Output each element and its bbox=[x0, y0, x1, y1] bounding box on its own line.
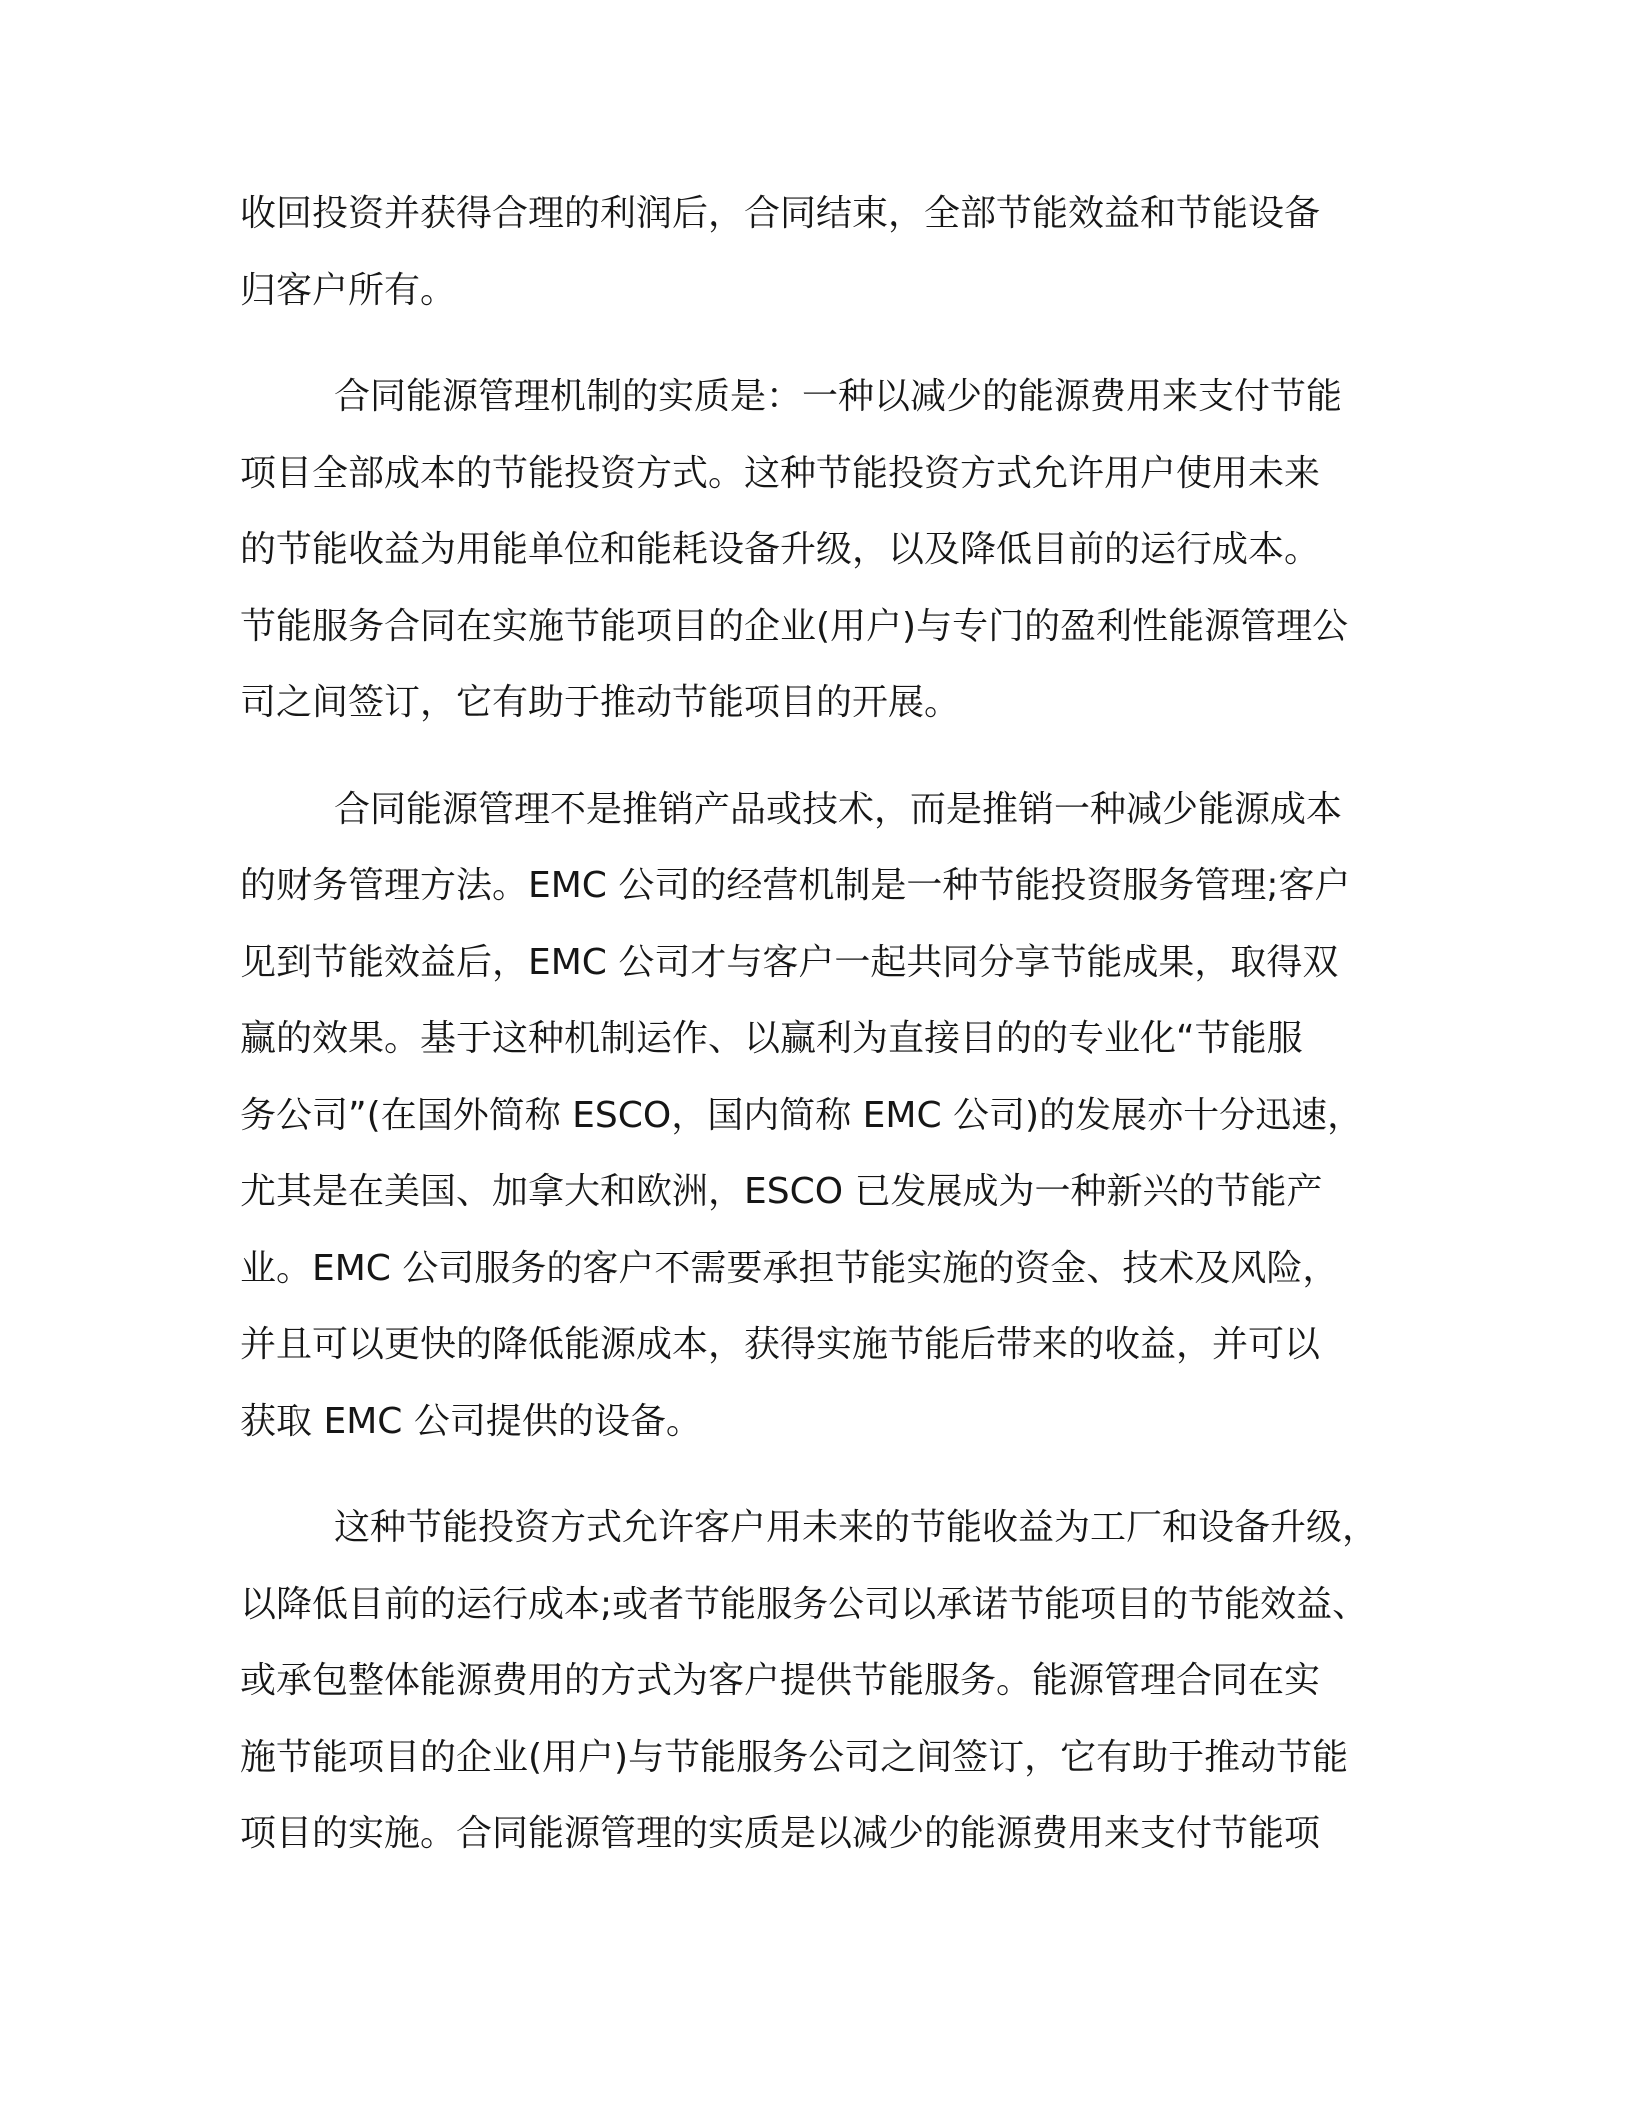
text-line: 并且可以更快的降低能源成本，获得实施节能后带来的收益，并可以 bbox=[240, 1324, 1321, 1365]
paragraph-2 bbox=[240, 359, 1390, 742]
text-line: 节能服务合同在实施节能项目的企业(用户)与专门的盈利性能源管理公 bbox=[240, 605, 1349, 647]
text-line: 项目全部成本的节能投资方式。这种节能投资方式允许用户使用未来 bbox=[240, 452, 1321, 494]
text-line: 司之间签订，它有助于推动节能项目的开展。 bbox=[240, 682, 961, 723]
paragraph-1 bbox=[240, 176, 1390, 329]
paragraph-spacer bbox=[240, 742, 1390, 772]
text-line: 合同能源管理机制的实质是：一种以减少的能源费用来支付节能 bbox=[334, 376, 1343, 417]
body-text bbox=[240, 176, 1390, 1873]
text-line: 赢的效果。基于这种机制运作、以赢利为直接目的的专业化“节能服 bbox=[240, 1018, 1303, 1059]
text-line: 或承包整体能源费用的方式为客户提供节能服务。能源管理合同在实 bbox=[240, 1660, 1321, 1701]
text-line: 以降低目前的运行成本;或者节能服务公司以承诺节能项目的节能效益、 bbox=[240, 1583, 1369, 1625]
paragraph-spacer bbox=[240, 329, 1390, 359]
paragraph-spacer bbox=[240, 1460, 1390, 1490]
text-line: 收回投资并获得合理的利润后，合同结束，全部节能效益和节能设备 bbox=[240, 193, 1321, 234]
text-line: 的节能收益为用能单位和能耗设备升级，以及降低目前的运行成本。 bbox=[240, 529, 1321, 570]
text-line: 获取 EMC 公司提供的设备。 bbox=[240, 1400, 702, 1442]
text-line: 业。EMC 公司服务的客户不需要承担节能实施的资金、技术及风险， bbox=[240, 1247, 1339, 1289]
paragraph-4 bbox=[240, 1490, 1390, 1873]
text-line: 这种节能投资方式允许客户用未来的节能收益为工厂和设备升级， bbox=[334, 1507, 1379, 1548]
text-line: 尤其是在美国、加拿大和欧洲，ESCO 已发展成为一种新兴的节能产 bbox=[240, 1171, 1323, 1212]
paragraph-3 bbox=[240, 772, 1390, 1461]
text-line: 合同能源管理不是推销产品或技术，而是推销一种减少能源成本 bbox=[334, 788, 1343, 830]
text-line: 项目的实施。合同能源管理的实质是以减少的能源费用来支付节能项 bbox=[240, 1813, 1321, 1854]
text-line: 归客户所有。 bbox=[240, 269, 457, 311]
text-line: 施节能项目的企业(用户)与节能服务公司之间签订，它有助于推动节能 bbox=[240, 1736, 1349, 1778]
text-line: 见到节能效益后，EMC 公司才与客户一起共同分享节能成果，取得双 bbox=[240, 941, 1339, 983]
text-line: 务公司”(在国外简称 ESCO，国内简称 EMC 公司)的发展亦十分迅速， bbox=[240, 1094, 1364, 1136]
text-line: 的财务管理方法。EMC 公司的经营机制是一种节能投资服务管理;客户 bbox=[240, 865, 1351, 906]
